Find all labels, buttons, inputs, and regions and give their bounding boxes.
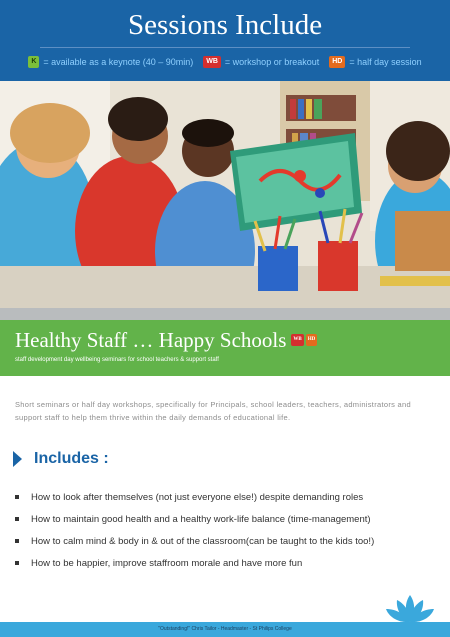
list-item: [15, 552, 374, 574]
legend-text-workshop: = workshop or breakout: [224, 57, 320, 67]
list-item-text: How to be happier, improve staffroom morale and have more fun: [31, 557, 303, 569]
lotus-icon: [384, 594, 436, 629]
includes-heading-text: Includes :: [34, 450, 109, 467]
legend-text-keynote: = available as a keynote (40 – 90min): [43, 57, 194, 67]
divider-bar: [0, 308, 450, 320]
session-legend: [0, 54, 450, 70]
list-item: [15, 486, 374, 508]
legend-item-halfday: [329, 56, 421, 68]
section-subtitle: staff development day wellbeing seminars for school teachers & support staff: [15, 357, 219, 363]
triangle-arrow-icon: [13, 451, 22, 467]
list-item-text: How to calm mind & body in & out of the classroom(can be taught to the kids too!): [31, 535, 375, 547]
list-item: [15, 530, 374, 552]
includes-heading: [13, 450, 109, 468]
square-bullet-icon: [15, 561, 19, 565]
workshop-badge: WB: [203, 56, 221, 68]
workshop-badge: WB: [291, 334, 303, 346]
square-bullet-icon: [15, 495, 19, 499]
includes-list: [15, 486, 374, 574]
legend-text-halfday: = half day session: [349, 57, 422, 67]
section-title: [15, 328, 317, 352]
intro-paragraph: Short seminars or half day workshops, specifically for Principals, school leaders, teachers, administrators and support staff to help them thrive within the daily demands of educational life.: [15, 400, 411, 422]
list-item-text: How to maintain good health and a healthy work-life balance (time-management): [31, 513, 371, 525]
legend-item-workshop: [203, 56, 319, 68]
halfday-badge: HD: [329, 56, 345, 68]
square-bullet-icon: [15, 539, 19, 543]
list-item: [15, 508, 374, 530]
testimonial-quote: "Outstanding!" Chris Tailor - Headmaster - St Philips College: [158, 626, 292, 632]
list-item-text: How to look after themselves (not just everyone else!) despite demanding roles: [31, 491, 364, 503]
classroom-photo: [0, 81, 450, 308]
header-divider: [40, 47, 410, 48]
keynote-badge: K: [28, 56, 39, 68]
legend-item-keynote: [28, 56, 193, 68]
square-bullet-icon: [15, 517, 19, 521]
section-title-text: Healthy Staff … Happy Schools: [15, 328, 287, 352]
halfday-badge: HD: [306, 334, 318, 346]
page-title: Sessions Include: [127, 9, 323, 41]
